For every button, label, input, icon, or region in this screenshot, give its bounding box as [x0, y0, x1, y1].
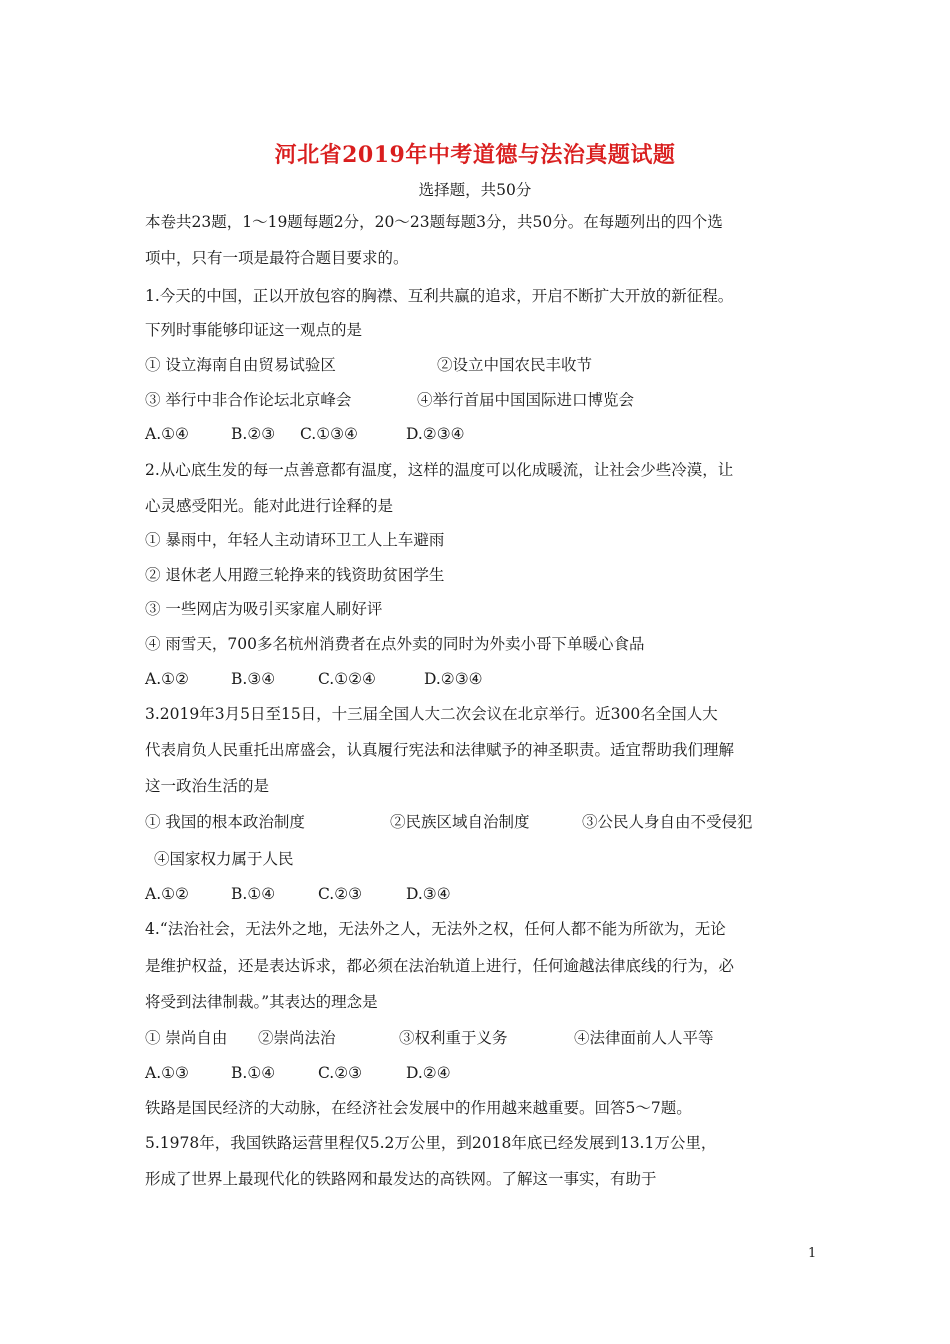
intro-line: 项中，只有一项是最符合题目要求的。	[145, 249, 409, 267]
question-2-stem: 心灵感受阳光。能对此进行诠释的是	[145, 497, 394, 515]
answer-choice: A.①④	[145, 425, 189, 443]
answer-choice: D.③④	[406, 885, 451, 903]
answer-choice: A.①②	[145, 885, 189, 903]
answer-choice: C.②③	[318, 885, 363, 903]
intro-line: 本卷共23题，1～19题每题2分，20～23题每题3分，共50分。在每题列出的四个选	[145, 213, 723, 231]
option-text: ②设立中国农民丰收节	[437, 356, 593, 374]
question-1-stem: 1.今天的中国，正以开放包容的胸襟、互利共赢的追求，开启不断扩大开放的新征程。	[145, 287, 734, 305]
answer-choice: B.②③	[231, 425, 276, 443]
question-1-stem: 下列时事能够印证这一观点的是	[145, 321, 363, 339]
question-5-stem: 形成了世界上最现代化的铁路网和最发达的高铁网。了解这一事实，有助于	[145, 1170, 657, 1188]
option-text: ③权利重于义务	[399, 1029, 508, 1047]
question-3-stem: 代表肩负人民重托出席盛会，认真履行宪法和法律赋予的神圣职责。适宜帮助我们理解	[145, 741, 735, 759]
question-4-stem: 是维护权益，还是表达诉求，都必须在法治轨道上进行，任何逾越法律底线的行为，必	[145, 957, 735, 975]
question-2-option: ④ 雨雪天，700多名杭州消费者在点外卖的同时为外卖小哥下单暖心食品	[145, 635, 645, 653]
answer-choice: D.②③④	[406, 425, 465, 443]
document-title: 河北省2019年中考道德与法治真题试题	[274, 142, 676, 168]
question-2-option: ② 退休老人用蹬三轮挣来的钱资助贫困学生	[145, 566, 445, 584]
answer-choice: C.①②④	[318, 670, 376, 688]
option-text: ③ 举行中非合作论坛北京峰会	[145, 391, 352, 409]
answer-choice: D.②④	[406, 1064, 451, 1082]
page-number: 1	[808, 1246, 817, 1261]
answer-choice: A.①②	[145, 670, 189, 688]
option-text: ④国家权力属于人民	[154, 850, 294, 868]
question-2-stem: 2.从心底生发的每一点善意都有温度，这样的温度可以化成暖流，让社会少些冷漠，让	[145, 461, 734, 479]
question-2-option: ① 暴雨中，年轻人主动请环卫工人上车避雨	[145, 531, 445, 549]
question-3-stem: 3.2019年3月5日至15日，十三届全国人大二次会议在北京举行。近300名全国人大	[145, 705, 718, 723]
option-text: ④举行首届中国国际进口博览会	[417, 391, 635, 409]
answer-choice: B.③④	[231, 670, 276, 688]
answer-choice: A.①③	[145, 1064, 189, 1082]
option-text: ④法律面前人人平等	[574, 1029, 714, 1047]
question-4-stem: 将受到法律制裁。”其表达的理念是	[145, 993, 378, 1011]
answer-choice: D.②③④	[424, 670, 483, 688]
option-text: ②民族区域自治制度	[390, 813, 530, 831]
option-text: ① 设立海南自由贸易试验区	[145, 356, 336, 374]
option-text: ③公民人身自由不受侵犯	[582, 813, 753, 831]
question-3-stem: 这一政治生活的是	[145, 777, 270, 795]
passage-lead: 铁路是国民经济的大动脉，在经济社会发展中的作用越来越重要。回答5～7题。	[145, 1099, 692, 1117]
section-subtitle: 选择题，共50分	[418, 181, 532, 199]
question-5-stem: 5.1978年，我国铁路运营里程仅5.2万公里，到2018年底已经发展到13.1万公里，	[145, 1134, 717, 1152]
question-4-stem: 4.“法治社会，无法外之地，无法外之人，无法外之权，任何人都不能为所欲为，无论	[145, 920, 726, 938]
answer-choice: B.①④	[231, 1064, 276, 1082]
answer-choice: C.①③④	[300, 425, 358, 443]
answer-choice: C.②③	[318, 1064, 363, 1082]
question-2-option: ③ 一些网店为吸引买家雇人刷好评	[145, 600, 383, 618]
option-text: ① 崇尚自由	[145, 1029, 228, 1047]
answer-choice: B.①④	[231, 885, 276, 903]
option-text: ②崇尚法治	[258, 1029, 336, 1047]
option-text: ① 我国的根本政治制度	[145, 813, 305, 831]
